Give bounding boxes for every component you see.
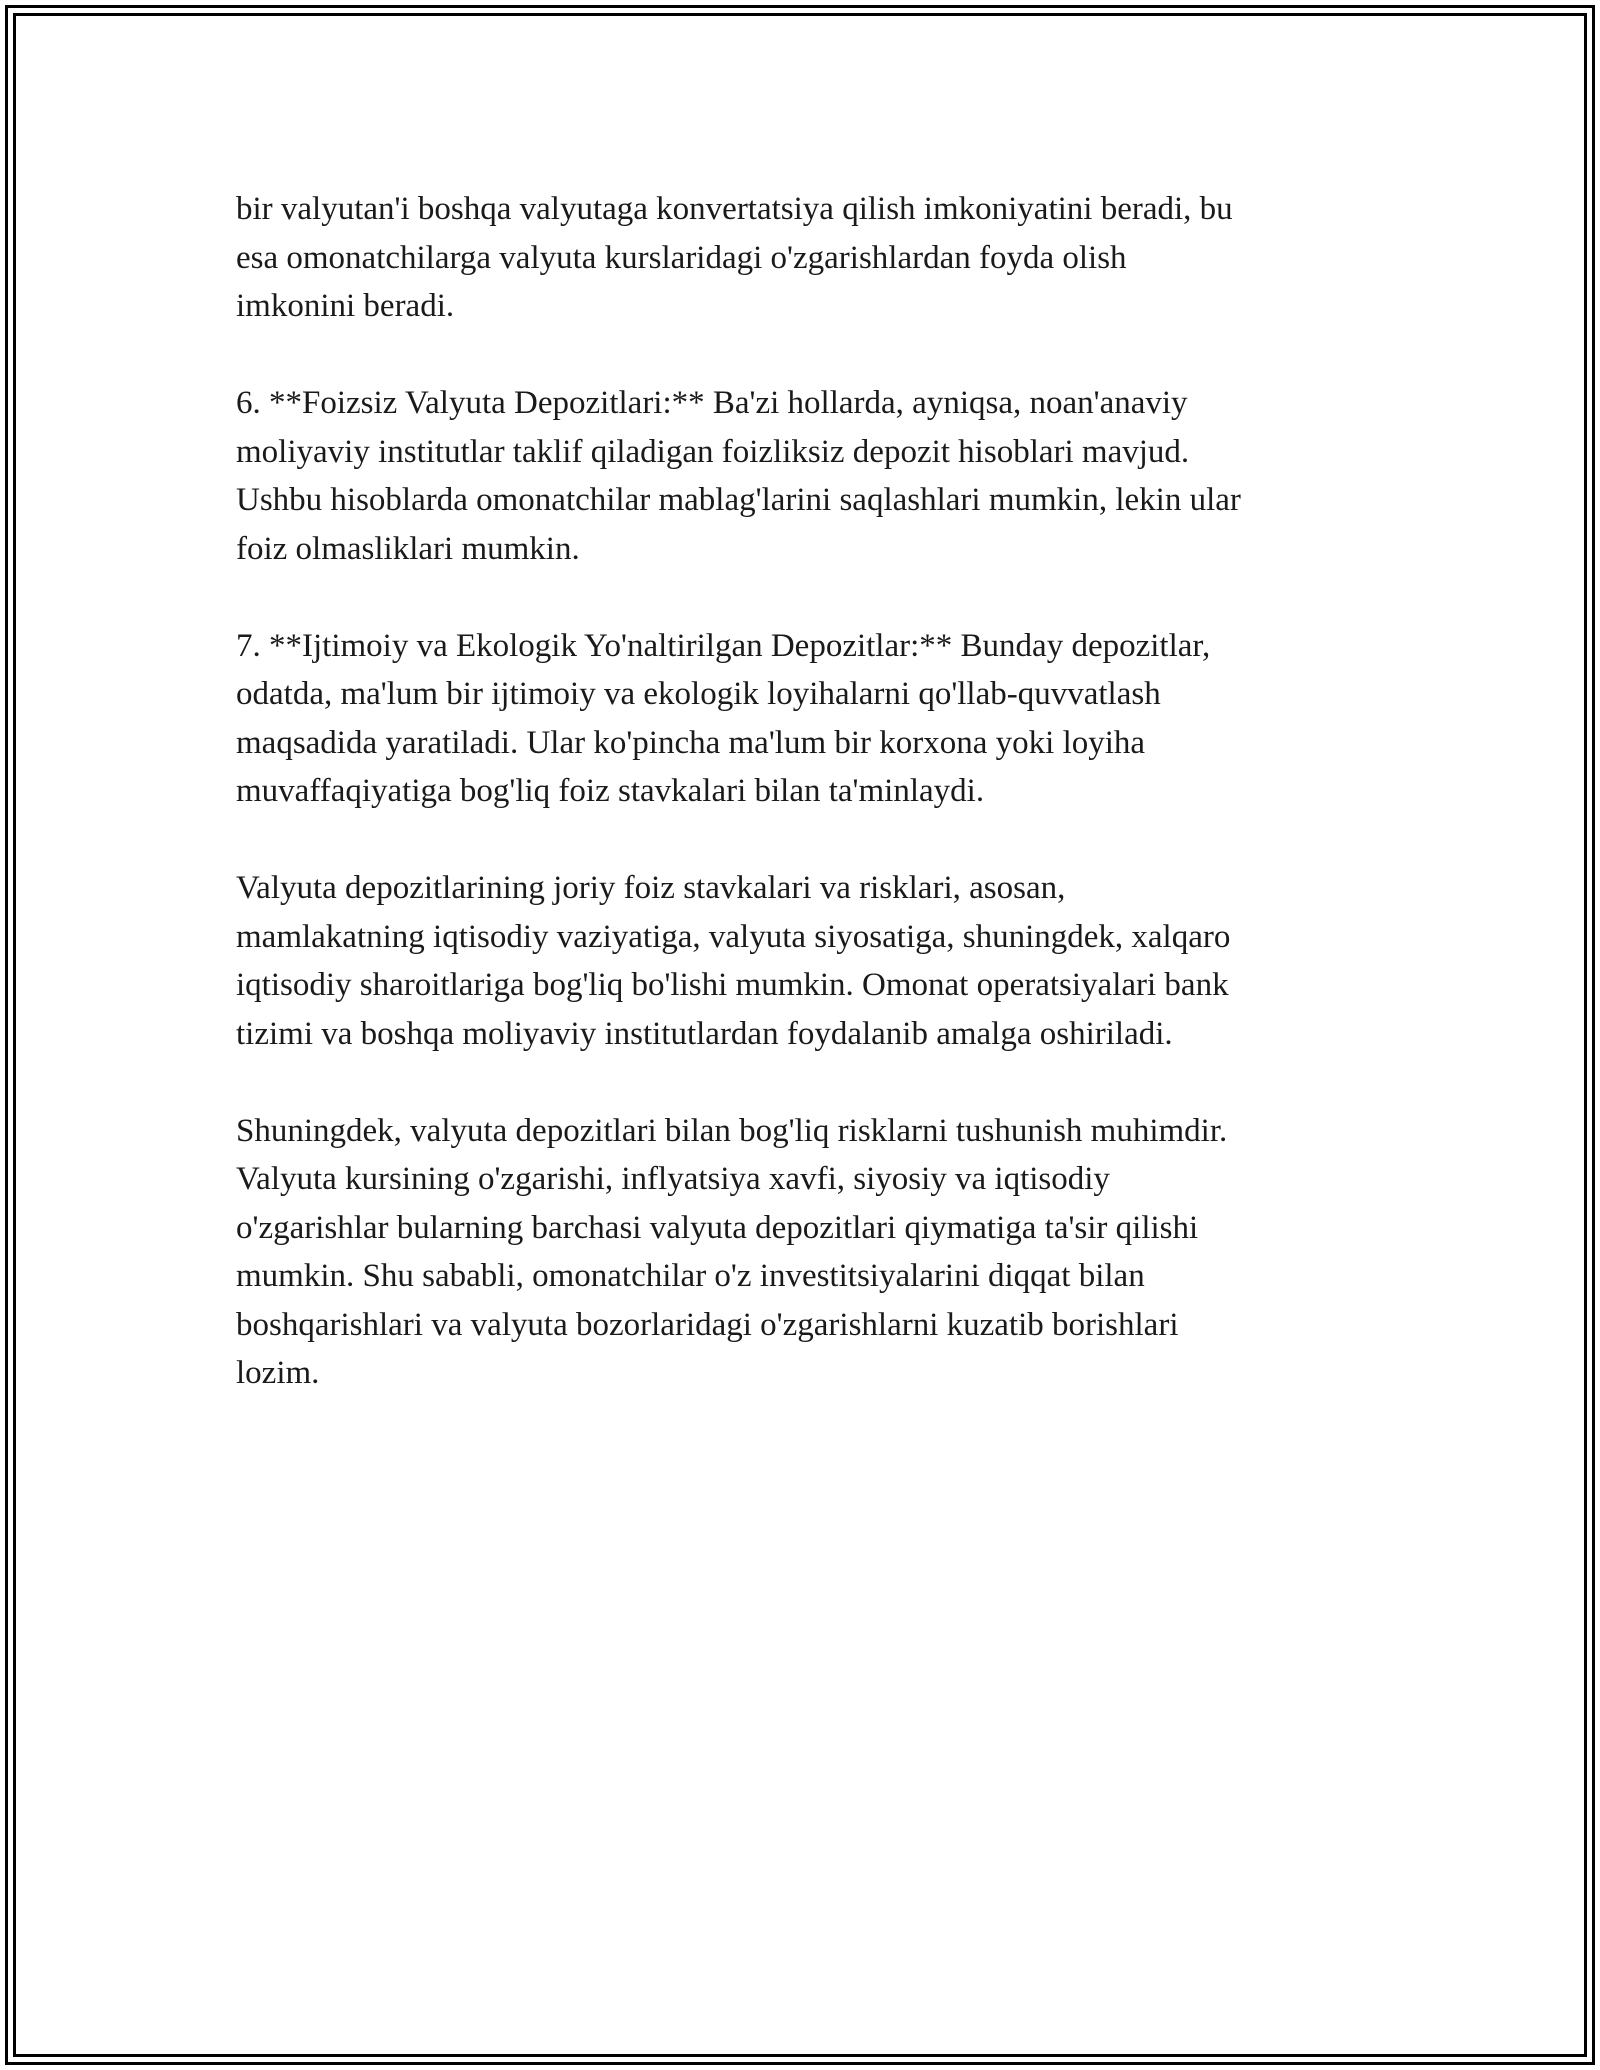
paragraph-item-6: 6. **Foizsiz Valyuta Depozitlari:** Ba'zi hollarda, ayniqsa, noan'anaviy moliyaviy institutlar taklif qiladigan foizliksiz depozit hisoblari mavjud. Ushbu hisoblarda omonatchilar mablag'larini saqlashlari mumkin, lekin ular foiz olmasliklari mumkin. xyxy=(236,385,1241,567)
paragraph-item-7: 7. **Ijtimoiy va Ekologik Yo'naltirilgan Depozitlar:** Bunday depozitlar, odatda, ma'lum bir ijtimoiy va ekologik loyihalarni qo'llab-quvvatlash maqsadida yaratiladi. Ular ko'pincha ma'lum bir korxona yoki loyiha muvaffaqiyatiga bog'liq foiz stavkalari bilan ta'minlaydi. xyxy=(236,627,1211,809)
document-body xyxy=(236,185,1366,1446)
paragraph-interest-rates: Valyuta depozitlarining joriy foiz stavkalari va risklari, asosan, mamlakatning iqtisodiy vaziyatiga, valyuta siyosatiga, shuningdek, xalqaro iqtisodiy sharoitlariga bog'liq bo'lishi mumkin. Omonat operatsiyalari bank tizimi va boshqa moliyaviy institutlardan foydalanib amalga oshiriladi. xyxy=(236,870,1231,1052)
paragraph-risks: Shuningdek, valyuta depozitlari bilan bog'liq risklarni tushunish muhimdir. Valyuta kursining o'zgarishi, inflyatsiya xavfi, siyosiy va iqtisodiy o'zgarishlar bularning barchasi valyuta depozitlari qiymatiga ta'sir qilishi mumkin. Shu sababli, omonatchilar o'z investitsiyalarini diqqat bilan boshqarishlari va valyuta bozorlaridagi o'zgarishlarni kuzatib borishlari lozim. xyxy=(236,1112,1228,1391)
paragraph-continuation: bir valyutan'i boshqa valyutaga konvertatsiya qilish imkoniyatini beradi, bu esa omonatchilarga valyuta kurslaridagi o'zgarishlardan foyda olish imkonini beradi. xyxy=(236,191,1233,324)
